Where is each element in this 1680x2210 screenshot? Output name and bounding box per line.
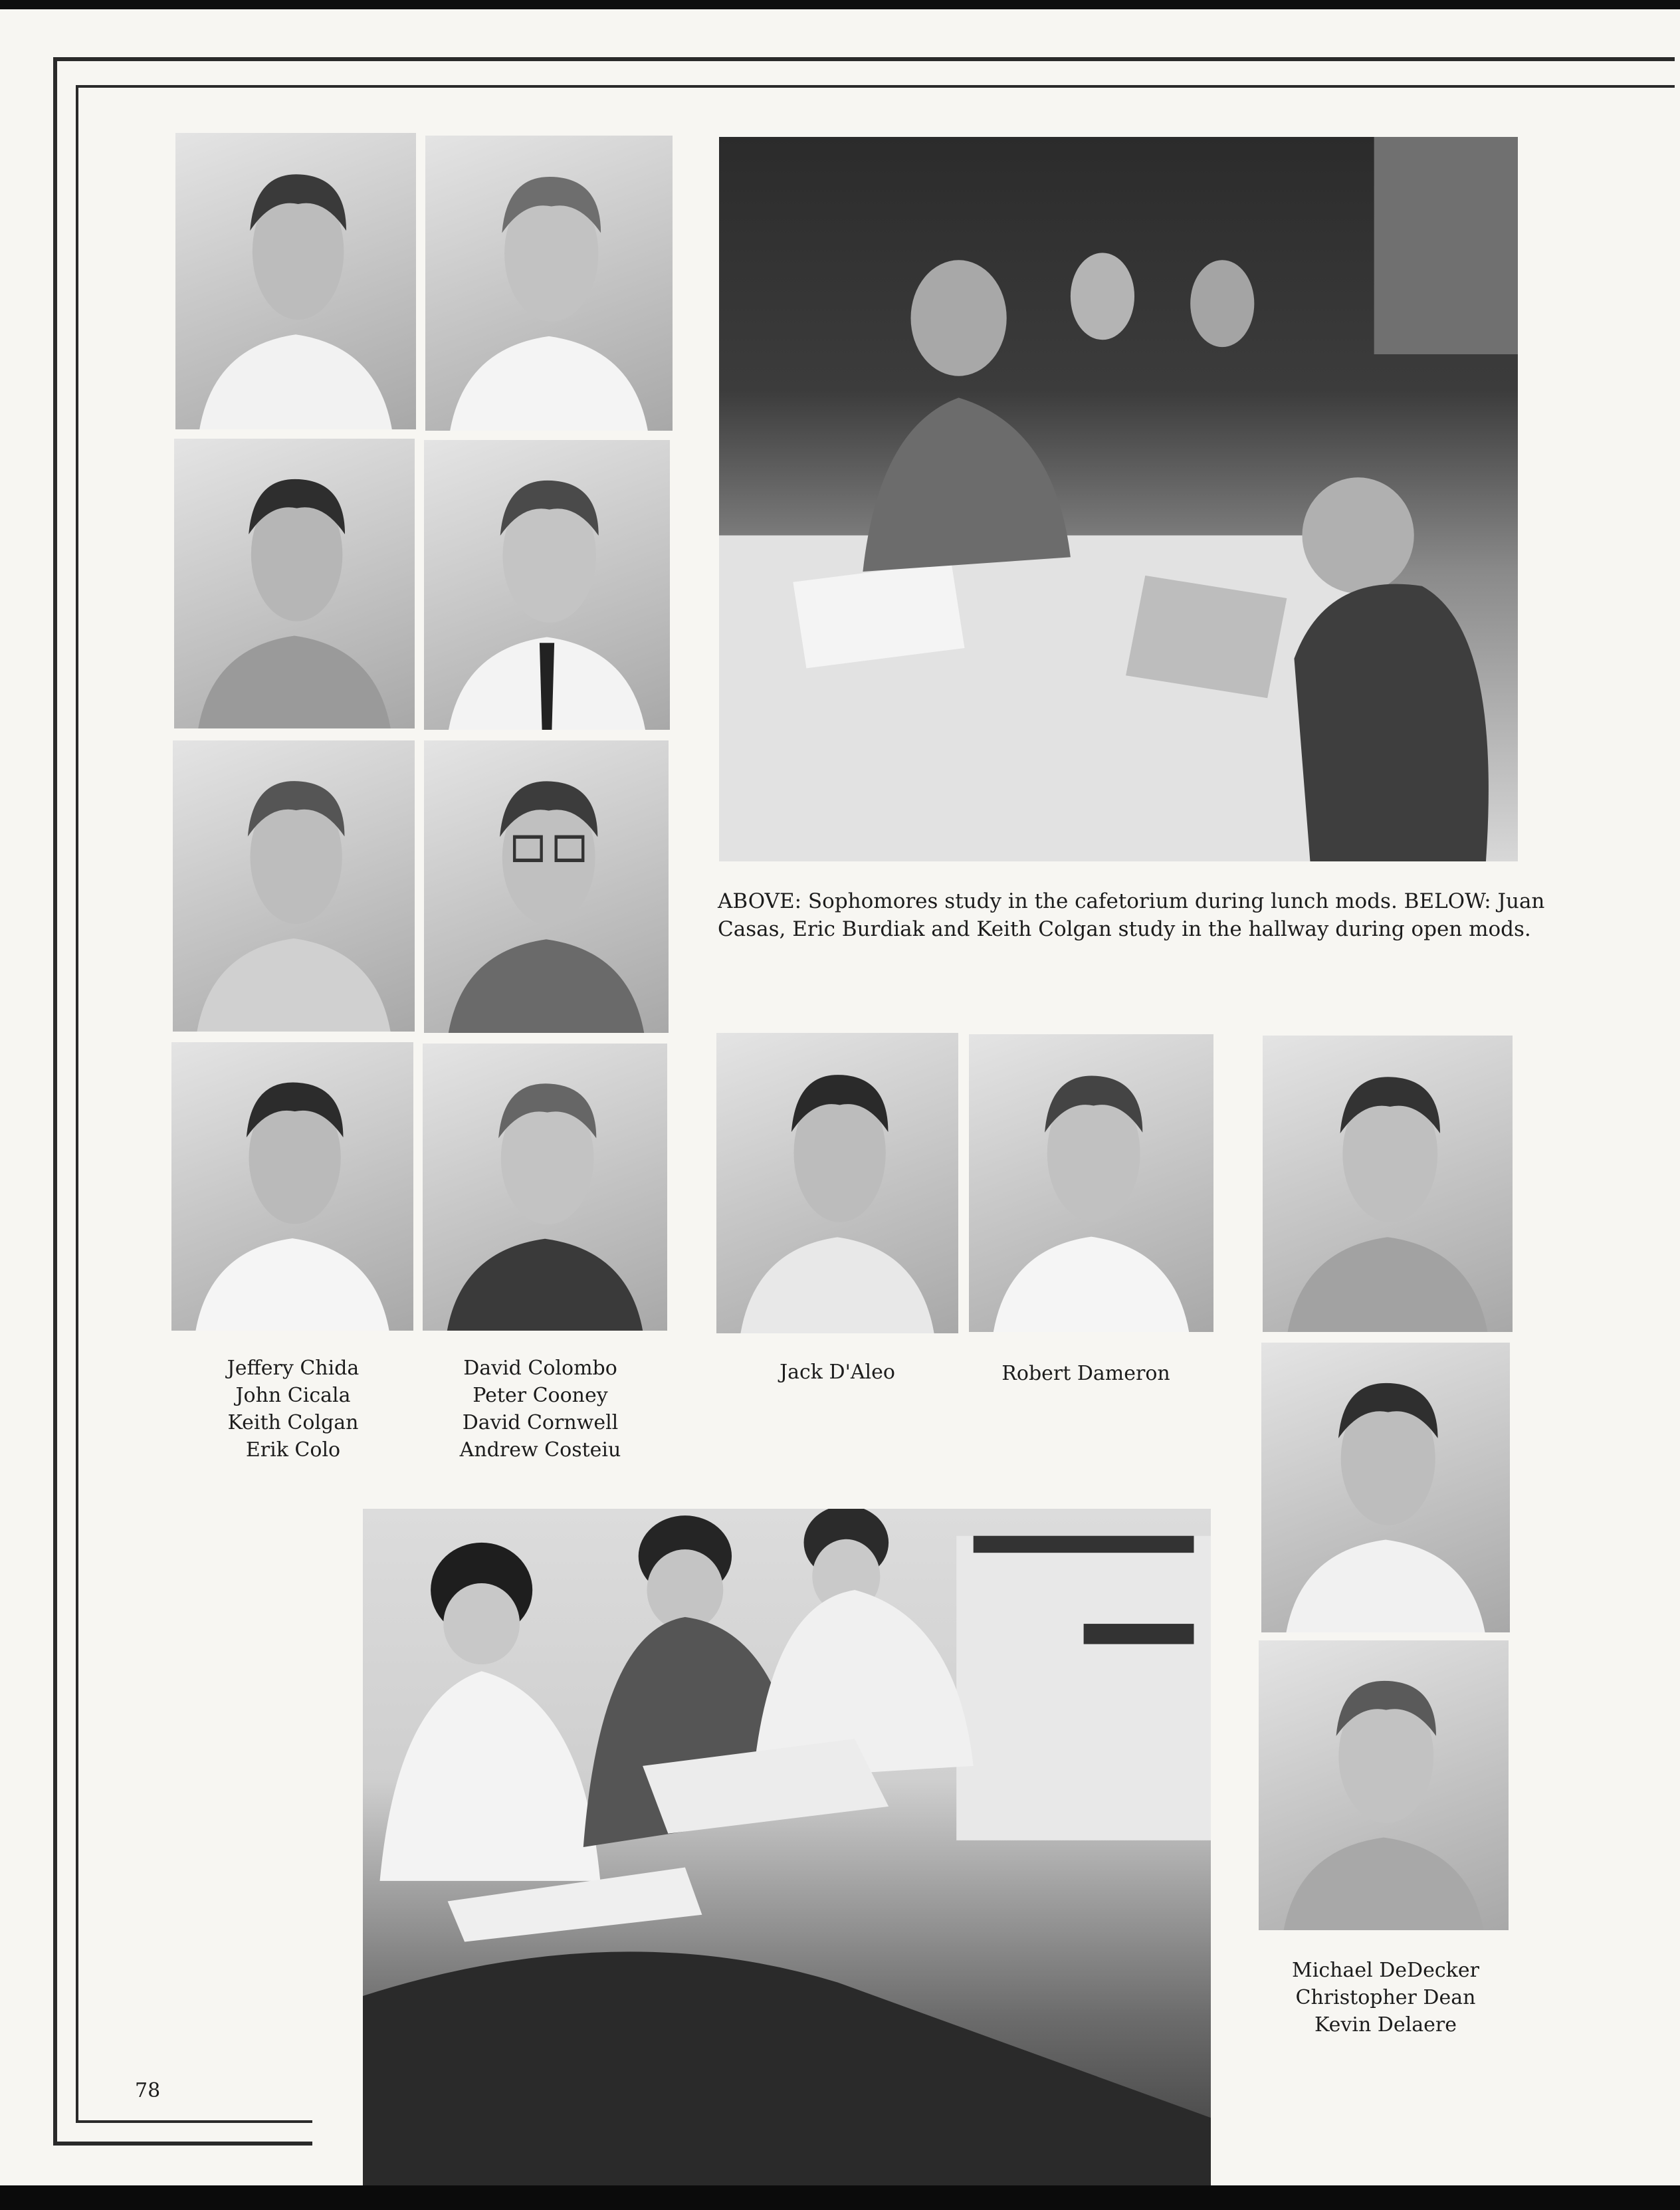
portrait-photo — [174, 439, 415, 728]
portrait-photo — [423, 1044, 667, 1331]
scan-top-edge — [0, 0, 1680, 9]
student-name: Jeffery Chida — [227, 1357, 360, 1380]
portrait-photo — [716, 1033, 958, 1333]
portrait-photo — [175, 133, 416, 429]
page-border-inner-left — [76, 85, 78, 2123]
portrait-photo — [173, 740, 415, 1032]
caption-line: Casas, Eric Burdiak and Keith Colgan study in the hallway during open mods. — [718, 917, 1531, 941]
page-border-inner-top — [76, 85, 1675, 88]
student-name: Christopher Dean — [1295, 1986, 1476, 2009]
page-border-outer-top — [53, 57, 1675, 61]
portrait-names — [173, 1355, 413, 1464]
portrait-photo — [1261, 1343, 1510, 1632]
student-name: Michael DeDecker — [1292, 1959, 1479, 1982]
cafetorium-study-photo — [719, 137, 1518, 861]
photo-caption — [718, 887, 1545, 943]
page-border-outer-bottom — [53, 2142, 312, 2146]
portrait-photo — [969, 1034, 1213, 1332]
page-border-inner-bottom — [76, 2120, 312, 2123]
portrait-names — [965, 1360, 1207, 1387]
portrait-names — [716, 1359, 958, 1386]
student-name: David Colombo — [463, 1357, 617, 1380]
student-name: David Cornwell — [462, 1411, 619, 1434]
portrait-names — [1249, 1957, 1522, 2039]
student-name: Jack D'Aleo — [780, 1361, 895, 1384]
page-border-outer-left — [53, 57, 57, 2146]
portrait-photo — [1259, 1640, 1509, 1930]
portrait-names — [420, 1355, 661, 1464]
student-name: Keith Colgan — [227, 1411, 359, 1434]
student-name: Kevin Delaere — [1314, 2013, 1457, 2037]
portrait-photo — [424, 440, 670, 730]
student-name: Andrew Costeiu — [459, 1438, 621, 1462]
caption-line: ABOVE: Sophomores study in the cafetorium during lunch mods. BELOW: Juan — [718, 889, 1545, 913]
page-number: 78 — [135, 2079, 161, 2102]
student-name: Robert Dameron — [1001, 1362, 1170, 1385]
hallway-study-photo — [363, 1509, 1211, 2185]
student-name: Erik Colo — [245, 1438, 341, 1462]
portrait-photo — [424, 740, 669, 1033]
portrait-photo — [171, 1042, 413, 1331]
portrait-photo — [1263, 1036, 1513, 1332]
student-name: Peter Cooney — [472, 1384, 608, 1407]
portrait-photo — [425, 136, 673, 431]
scan-bottom-edge — [0, 2185, 1680, 2210]
student-name: John Cicala — [235, 1384, 351, 1407]
